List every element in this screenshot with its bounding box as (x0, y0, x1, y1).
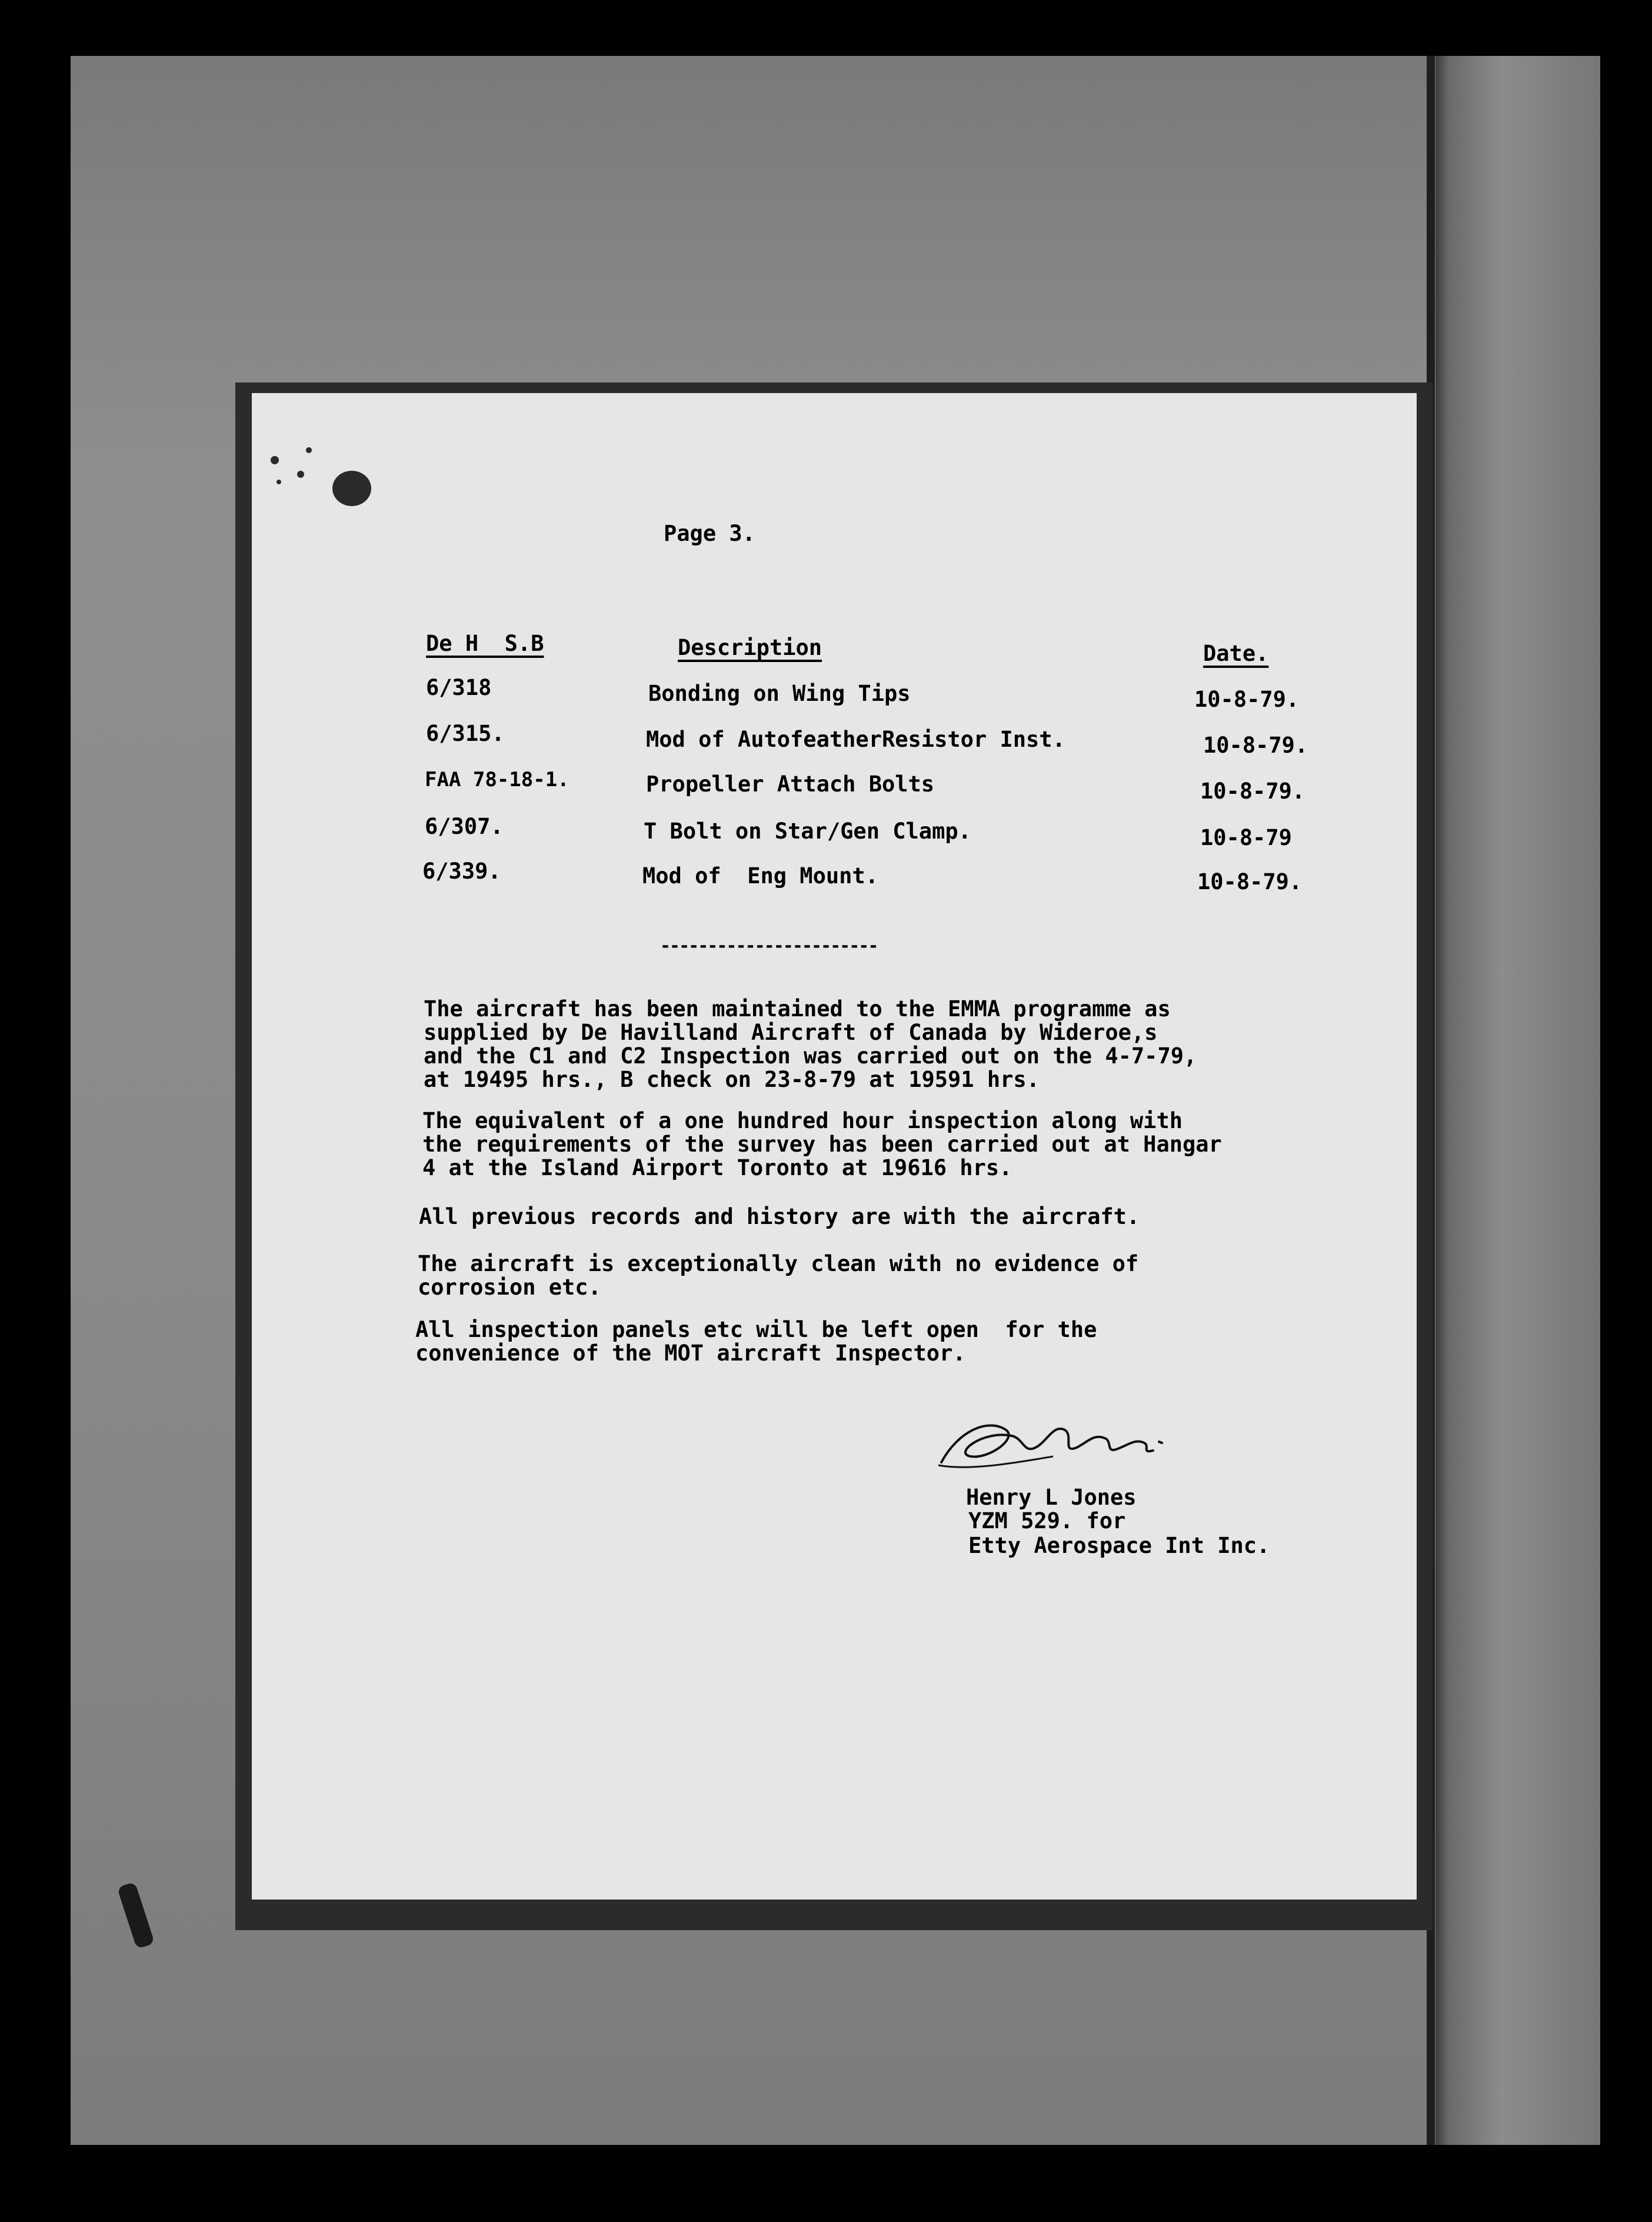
section-divider: ----------------------- (660, 936, 878, 956)
paragraph-inspection: The equivalent of a one hundred hour inspection along with the requirements of the survey has been carried out at Hangar 4 at the Island Airport Toronto at 19616 hrs. (422, 1108, 1222, 1180)
row-description: Bonding on Wing Tips (648, 681, 911, 706)
row-sb: 6/307. (425, 814, 504, 839)
row-description: Propeller Attach Bolts (646, 771, 935, 797)
paper-spot (277, 480, 281, 484)
row-sb: FAA 78-18-1. (425, 768, 569, 791)
signatory-licence: YZM 529. for (968, 1508, 1126, 1534)
column-header-description: Description (678, 635, 822, 660)
handwritten-signature (935, 1406, 1183, 1477)
row-description: Mod of AutofeatherResistor Inst. (646, 727, 1065, 752)
row-date: 10-8-79. (1200, 779, 1305, 804)
column-header-date: Date. (1203, 641, 1269, 666)
signatory-company: Etty Aerospace Int Inc. (968, 1533, 1270, 1558)
paragraph-maintenance: The aircraft has been maintained to the EMMA programme as supplied by De Havilland Aircraft of Canada by Wideroe,s and the C1 and C2 Inspection was carried out on the 4-7-79, at 19495 hrs., B check on 23-8-79 at 19591 hrs. (424, 996, 1197, 1092)
column-header-sb: De H S.B (426, 631, 544, 656)
row-description: Mod of Eng Mount. (642, 863, 878, 889)
paragraph-panels: All inspection panels etc will be left open for the convenience of the MOT aircraft Inspector. (415, 1317, 1097, 1366)
board-edge (1435, 56, 1600, 2145)
row-date: 10-8-79. (1203, 733, 1308, 758)
paragraph-records: All previous records and history are with the aircraft. (419, 1204, 1140, 1229)
signatory-name: Henry L Jones (966, 1485, 1137, 1510)
paper-spot (297, 471, 304, 478)
row-sb: 6/315. (426, 721, 505, 746)
page-number: Page 3. (664, 521, 755, 546)
row-date: 10-8-79. (1197, 869, 1303, 894)
row-date: 10-8-79 (1200, 825, 1292, 850)
row-description: T Bolt on Star/Gen Clamp. (644, 819, 971, 844)
punch-hole (332, 471, 371, 506)
row-date: 10-8-79. (1194, 687, 1300, 712)
paper-spot (271, 456, 279, 464)
row-sb: 6/318 (426, 675, 492, 700)
paragraph-condition: The aircraft is exceptionally clean with no evidence of corrosion etc. (418, 1251, 1139, 1300)
row-sb: 6/339. (422, 859, 501, 884)
paper-spot (306, 447, 312, 453)
